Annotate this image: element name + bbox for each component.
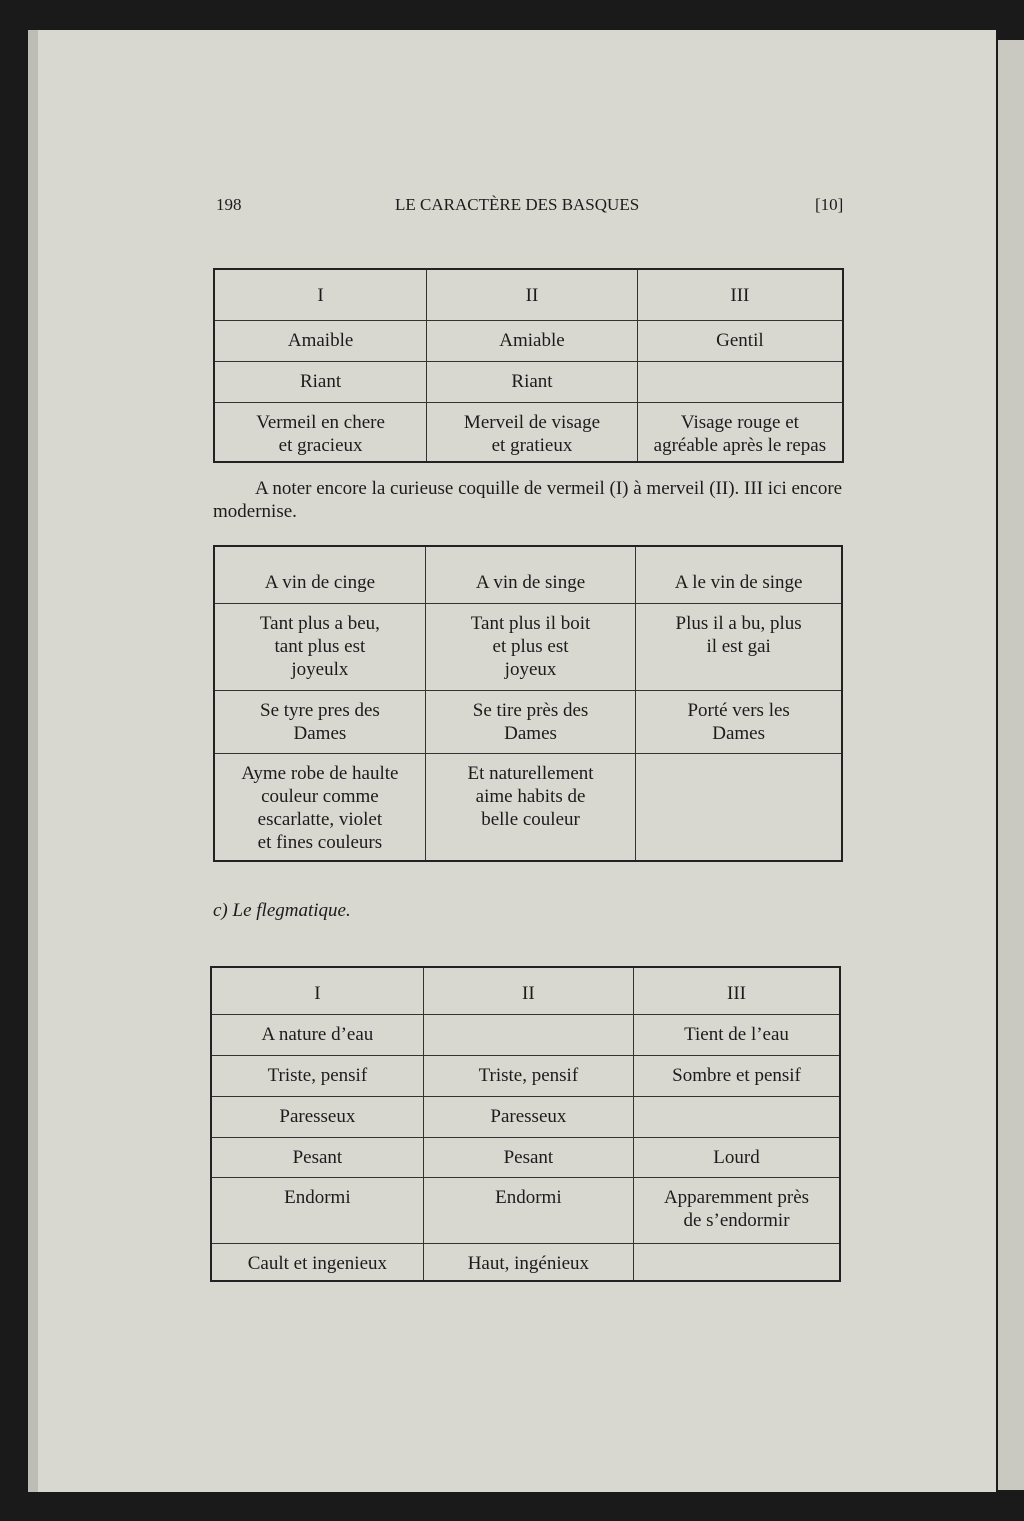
table-row xyxy=(211,1014,840,1055)
table-row xyxy=(211,1137,840,1177)
table-cell: Apparemment près de s’endormir xyxy=(634,1177,840,1243)
table-row xyxy=(214,402,843,462)
table-cell: Merveil de visage et gratieux xyxy=(427,402,638,462)
column-header: II xyxy=(423,967,633,1014)
table-cell: Triste, pensif xyxy=(423,1055,633,1096)
table-cell: Amiable xyxy=(427,320,638,361)
table-cell xyxy=(634,1243,840,1281)
table-cell: A nature d’eau xyxy=(211,1014,423,1055)
table-cell: Paresseux xyxy=(211,1096,423,1137)
table-row xyxy=(214,320,843,361)
table-cell: Se tyre pres des Dames xyxy=(214,690,425,753)
table-cell: Riant xyxy=(427,361,638,402)
table-row xyxy=(211,1096,840,1137)
column-header: II xyxy=(427,269,638,320)
table-cell: Tant plus il boit et plus est joyeux xyxy=(425,603,635,690)
table-cell: Pesant xyxy=(211,1137,423,1177)
table-cell: Riant xyxy=(214,361,427,402)
next-page-edge xyxy=(998,40,1024,1490)
table-cell: Tient de l’eau xyxy=(634,1014,840,1055)
table-cell xyxy=(423,1014,633,1055)
table-cell: Ayme robe de haulte couleur comme escarlatte, violet et fines couleurs xyxy=(214,753,425,861)
table-row xyxy=(214,361,843,402)
table-cell: Endormi xyxy=(211,1177,423,1243)
paragraph-text: A noter encore la curieuse coquille de vermeil (I) à merveil (II). III ici encore modernise. xyxy=(213,478,843,522)
table-cell: Plus il a bu, plus il est gai xyxy=(636,603,842,690)
table-cell: A vin de cinge xyxy=(214,546,425,603)
column-header: III xyxy=(634,967,840,1014)
table-row xyxy=(211,1177,840,1243)
table-cell: Se tire près des Dames xyxy=(425,690,635,753)
table-cell: Endormi xyxy=(423,1177,633,1243)
page-number: 198 xyxy=(216,195,242,214)
table-cell: Visage rouge et agréable après le repas xyxy=(637,402,843,462)
table-cell: Tant plus a beu, tant plus est joyeulx xyxy=(214,603,425,690)
column-header: III xyxy=(637,269,843,320)
table-cell: Et naturellement aime habits de belle couleur xyxy=(425,753,635,861)
running-title: LE CARACTÈRE DES BASQUES xyxy=(395,195,640,214)
table-cell: Pesant xyxy=(423,1137,633,1177)
table-cell xyxy=(636,753,842,861)
section-heading: c) Le flegmatique. xyxy=(213,900,351,921)
section-ref: [10] xyxy=(815,195,844,214)
table-cell: Vermeil en chere et gracieux xyxy=(214,402,427,462)
table-3 xyxy=(210,966,841,1282)
table-2 xyxy=(213,545,843,862)
column-header: I xyxy=(211,967,423,1014)
table-cell: A vin de singe xyxy=(425,546,635,603)
table-1 xyxy=(213,268,844,463)
column-header: I xyxy=(214,269,427,320)
table-row xyxy=(214,690,842,753)
table-cell: Haut, ingénieux xyxy=(423,1243,633,1281)
table-row xyxy=(214,269,843,320)
table-cell: Lourd xyxy=(634,1137,840,1177)
table-cell: Paresseux xyxy=(423,1096,633,1137)
table-row xyxy=(214,603,842,690)
table-cell: A le vin de singe xyxy=(636,546,842,603)
table-cell: Amaible xyxy=(214,320,427,361)
table-cell: Triste, pensif xyxy=(211,1055,423,1096)
table-cell xyxy=(634,1096,840,1137)
table-row xyxy=(214,753,842,861)
paragraph xyxy=(213,477,843,523)
table-cell xyxy=(637,361,843,402)
table-cell: Gentil xyxy=(637,320,843,361)
page-edge xyxy=(28,30,38,1492)
table-row xyxy=(211,1055,840,1096)
table-row xyxy=(214,546,842,603)
table-cell: Porté vers les Dames xyxy=(636,690,842,753)
table-cell: Sombre et pensif xyxy=(634,1055,840,1096)
table-row xyxy=(211,967,840,1014)
table-row xyxy=(211,1243,840,1281)
table-cell: Cault et ingenieux xyxy=(211,1243,423,1281)
